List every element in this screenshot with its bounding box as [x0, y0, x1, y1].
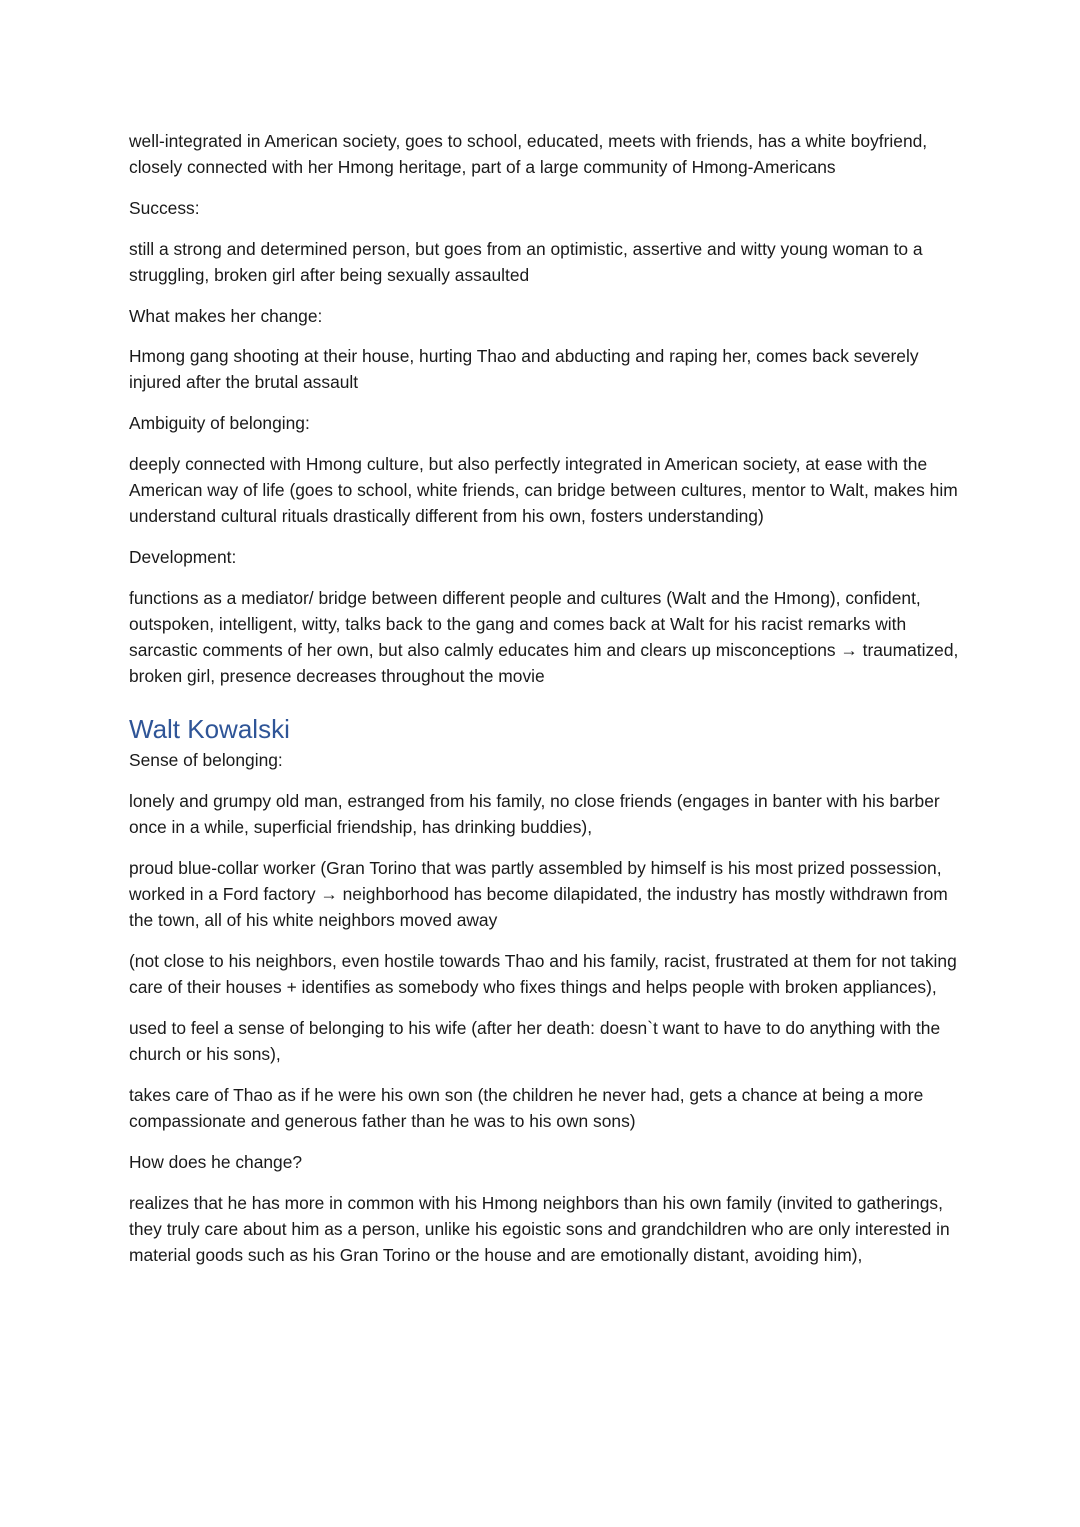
label-sense-of-belonging: Sense of belonging: [129, 750, 283, 771]
paragraph-ambiguity: deeply connected with Hmong culture, but also perfectly integrated in American society, at ease with the American way of life (goes to school, white friends, can bridge between cultures, mentor to Walt, makes him understand cultural rituals drastically different from his own, fosters understanding) [129, 453, 958, 527]
paragraph-lonely: lonely and grumpy old man, estranged from his family, no close friends (engages in banter with his barber once in a while, superficial friendship, has drinking buddies), [129, 791, 940, 838]
label-how-does-he-change: How does he change? [129, 1151, 303, 1172]
paragraph-neighbors: (not close to his neighbors, even hostile towards Thao and his family, racist, frustrated at them for not taking care of their houses + identifies as somebody who fixes things and helps people with broken appliances), [129, 951, 957, 998]
label-what-makes-her-change: What makes her change: [129, 305, 323, 326]
paragraph-change-cause: Hmong gang shooting at their house, hurting Thao and abducting and raping her, comes back severely injured after the brutal assault [129, 346, 919, 393]
paragraph-success: still a strong and determined person, but goes from an optimistic, assertive and witty young woman to a struggling, broken girl after being sexually assaulted [129, 238, 923, 285]
label-success: Success: [129, 197, 200, 218]
paragraph-integration: well-integrated in American society, goes to school, educated, meets with friends, has a white boyfriend, closely connected with her Hmong heritage, part of a large community of Hmong-Americans [129, 131, 928, 178]
paragraph-blue-collar: proud blue-collar worker (Gran Torino that was partly assembled by himself is his most prized possession, worked in a Ford factory → neighborhood has become dilapidated, the industry has mostly withdrawn from the town, all of his white neighbors moved away [129, 858, 948, 931]
label-ambiguity: Ambiguity of belonging: [129, 413, 310, 434]
heading-walt-kowalski: Walt Kowalski [129, 714, 290, 745]
paragraph-realizes: realizes that he has more in common with his Hmong neighbors than his own family (invited to gatherings, they truly care about him as a person, unlike his egoistic sons and grandchildren who are only interested in material goods such as his Gran Torino or the house and are emotionally distant, avoiding him), [129, 1192, 950, 1265]
paragraph-development: functions as a mediator/ bridge between different people and cultures (Walt and the Hmong), confident, outspoken, intelligent, witty, talks back to the gang and comes back at Walt for his racist remarks with sarcastic comments of her own, but also calmly educates him and clears up misconceptions → traumatized, broken girl, presence decreases throughout the movie [129, 587, 959, 687]
document-page [129, 128, 959, 1283]
paragraph-wife: used to feel a sense of belonging to his wife (after her death: doesn`t want to have to do anything with the church or his sons), [129, 1018, 941, 1065]
paragraph-thao: takes care of Thao as if he were his own son (the children he never had, gets a chance at being a more compassionate and generous father than he was to his own sons) [129, 1084, 924, 1132]
label-development: Development: [129, 546, 237, 567]
